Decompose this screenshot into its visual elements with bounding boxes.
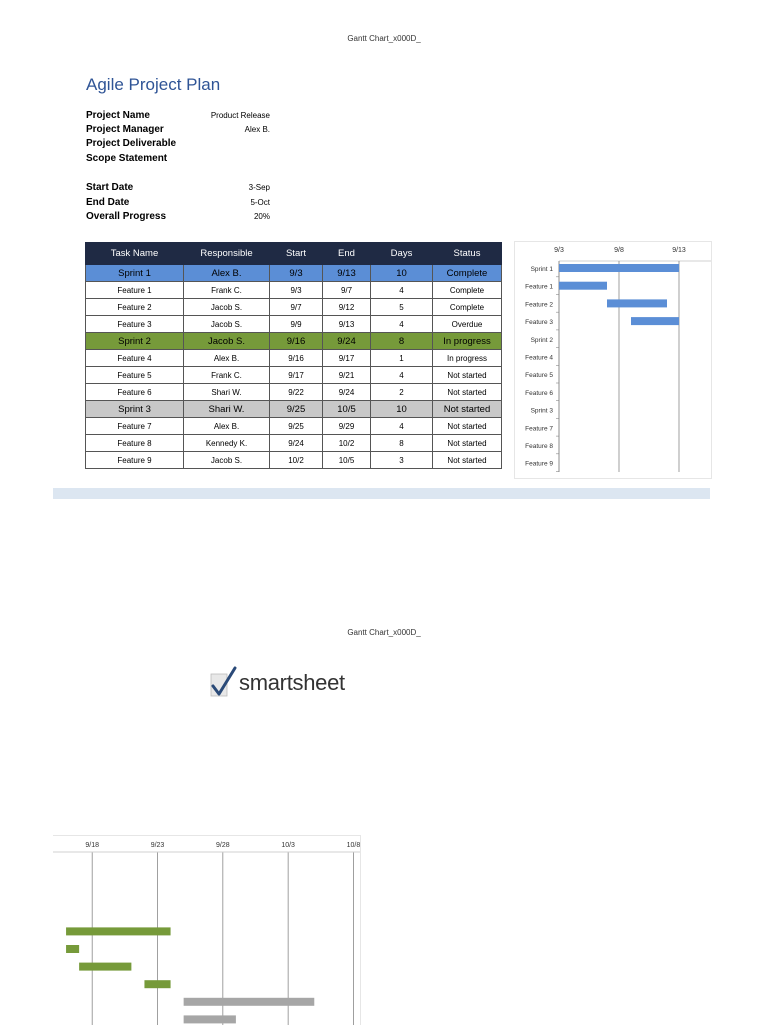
status-cell: In progress [433,350,502,367]
status-cell: Not started [433,418,502,435]
y-tick-label: Feature 2 [525,301,553,309]
end-cell: 10/2 [323,435,371,452]
gantt-bar [184,1015,236,1023]
table-row [86,350,502,367]
days-cell: 5 [371,299,433,316]
y-tick-label: Feature 7 [525,425,553,433]
gantt-chart-svg-2 [53,836,360,1025]
y-tick-label: Feature 6 [525,389,553,397]
days-cell: 4 [371,367,433,384]
x-tick-label: 9/13 [672,247,686,254]
y-tick-label: Feature 1 [525,283,553,291]
project-manager-label: Project Manager [86,124,164,135]
start-cell: 9/25 [270,401,323,418]
table-row [86,282,502,299]
end-cell: 9/13 [323,316,371,333]
end-cell: 9/24 [323,333,371,350]
responsible-cell: Alex B. [184,418,270,435]
deliverable-label: Project Deliverable [86,138,177,149]
col-header-task: Task Name [86,243,184,265]
status-cell: Not started [433,384,502,401]
x-tick-label: 10/8 [346,842,360,849]
responsible-cell: Jacob S. [184,299,270,316]
col-header-start: Start [270,243,323,265]
responsible-cell: Shari W. [184,384,270,401]
task-name-cell: Feature 6 [86,384,184,401]
days-cell: 10 [371,265,433,282]
start-cell: 9/3 [270,282,323,299]
gantt-bar [559,282,607,290]
start-date-row [86,182,270,196]
end-cell: 9/12 [323,299,371,316]
end-cell: 9/17 [323,350,371,367]
status-cell: Complete [433,282,502,299]
x-tick-label: 10/3 [281,842,295,849]
responsible-cell: Kennedy K. [184,435,270,452]
responsible-cell: Jacob S. [184,333,270,350]
scope-label: Scope Statement [86,153,168,164]
start-cell: 9/3 [270,265,323,282]
gantt-bar [607,299,667,307]
status-cell: Not started [433,401,502,418]
days-cell: 10 [371,401,433,418]
table-row [86,316,502,333]
logo-wordmark: smartsheet [239,670,345,695]
responsible-cell: Frank C. [184,367,270,384]
responsible-cell: Frank C. [184,282,270,299]
sprint-row [86,401,502,418]
days-cell: 4 [371,418,433,435]
task-name-cell: Feature 8 [86,435,184,452]
task-name-cell: Feature 9 [86,452,184,469]
start-cell: 9/9 [270,316,323,333]
task-name-cell: Feature 1 [86,282,184,299]
table-row [86,299,502,316]
col-header-responsible: Responsible [184,243,270,265]
x-tick-label: 9/28 [216,842,230,849]
end-cell: 9/24 [323,384,371,401]
smartsheet-logo [209,666,359,702]
days-cell: 4 [371,316,433,333]
start-cell: 9/16 [270,350,323,367]
table-row [86,367,502,384]
y-tick-label: Feature 9 [525,460,553,468]
page-header-2: Gantt Chart_x000D_ [347,628,421,637]
task-table [85,242,502,469]
end-cell: 10/5 [323,452,371,469]
status-cell: Overdue [433,316,502,333]
end-date-value: 5-Oct [250,198,270,207]
end-cell: 9/21 [323,367,371,384]
gantt-bar [79,963,131,971]
start-cell: 9/7 [270,299,323,316]
gantt-chart-sprint1 [514,241,712,479]
end-date-label: End Date [86,197,130,208]
deliverable-row [86,138,270,152]
progress-row [86,211,270,225]
end-cell: 9/29 [323,418,371,435]
end-cell: 10/5 [323,401,371,418]
x-tick-label: 9/3 [554,247,564,254]
task-name-cell: Feature 3 [86,316,184,333]
task-name-cell: Sprint 1 [86,265,184,282]
end-cell: 9/7 [323,282,371,299]
gantt-chart-svg [515,242,711,478]
task-name-cell: Feature 4 [86,350,184,367]
gantt-bar [631,317,679,325]
y-tick-label: Feature 3 [525,319,553,327]
project-name-label: Project Name [86,110,150,121]
days-cell: 4 [371,282,433,299]
table-header-row [86,243,502,265]
gantt-bar [184,998,315,1006]
days-cell: 8 [371,333,433,350]
table-row [86,418,502,435]
col-header-days: Days [371,243,433,265]
days-cell: 8 [371,435,433,452]
divider-band [53,488,710,499]
responsible-cell: Alex B. [184,265,270,282]
start-cell: 9/16 [270,333,323,350]
gantt-bar [144,980,170,988]
x-tick-label: 9/8 [614,247,624,254]
gantt-bar [66,945,79,953]
page-title: Agile Project Plan [86,75,221,94]
status-cell: Not started [433,367,502,384]
y-tick-label: Sprint 3 [530,407,553,415]
col-header-status: Status [433,243,502,265]
task-name-cell: Feature 2 [86,299,184,316]
status-cell: Not started [433,452,502,469]
task-name-cell: Feature 5 [86,367,184,384]
responsible-cell: Jacob S. [184,316,270,333]
scope-row [86,153,270,167]
y-tick-label: Sprint 1 [530,266,553,273]
table-row [86,452,502,469]
status-cell: In progress [433,333,502,350]
gantt-bar [66,927,171,935]
table-row [86,435,502,452]
task-name-cell: Sprint 2 [86,333,184,350]
project-manager-value: Alex B. [244,125,270,134]
start-date-value: 3-Sep [248,183,270,192]
gantt-bar [559,264,679,272]
days-cell: 3 [371,452,433,469]
project-name-row [86,110,270,124]
y-tick-label: Feature 8 [525,443,553,450]
end-date-row [86,197,270,211]
y-tick-label: Feature 4 [525,354,553,362]
progress-value: 20% [253,212,270,221]
checkmark-icon [209,666,239,702]
start-cell: 9/22 [270,384,323,401]
x-tick-label: 9/23 [150,842,165,849]
table-row [86,384,502,401]
sprint-row [86,333,502,350]
start-cell: 9/24 [270,435,323,452]
task-name-cell: Sprint 3 [86,401,184,418]
start-date-label: Start Date [86,182,134,193]
page-header: Gantt Chart_x000D_ [347,34,421,43]
end-cell: 9/13 [323,265,371,282]
status-cell: Not started [433,435,502,452]
y-tick-label: Feature 5 [525,372,553,380]
project-manager-row [86,124,270,138]
days-cell: 1 [371,350,433,367]
y-tick-label: Sprint 2 [530,336,553,344]
responsible-cell: Alex B. [184,350,270,367]
days-cell: 2 [371,384,433,401]
x-tick-label: 9/18 [85,842,100,849]
start-cell: 9/17 [270,367,323,384]
gantt-chart-sprint2-3 [53,835,361,1025]
status-cell: Complete [433,299,502,316]
responsible-cell: Shari W. [184,401,270,418]
project-name-value: Product Release [210,111,270,120]
task-name-cell: Feature 7 [86,418,184,435]
col-header-end: End [323,243,371,265]
start-cell: 9/25 [270,418,323,435]
status-cell: Complete [433,265,502,282]
start-cell: 10/2 [270,452,323,469]
responsible-cell: Jacob S. [184,452,270,469]
progress-label: Overall Progress [86,211,167,222]
sprint-row [86,265,502,282]
